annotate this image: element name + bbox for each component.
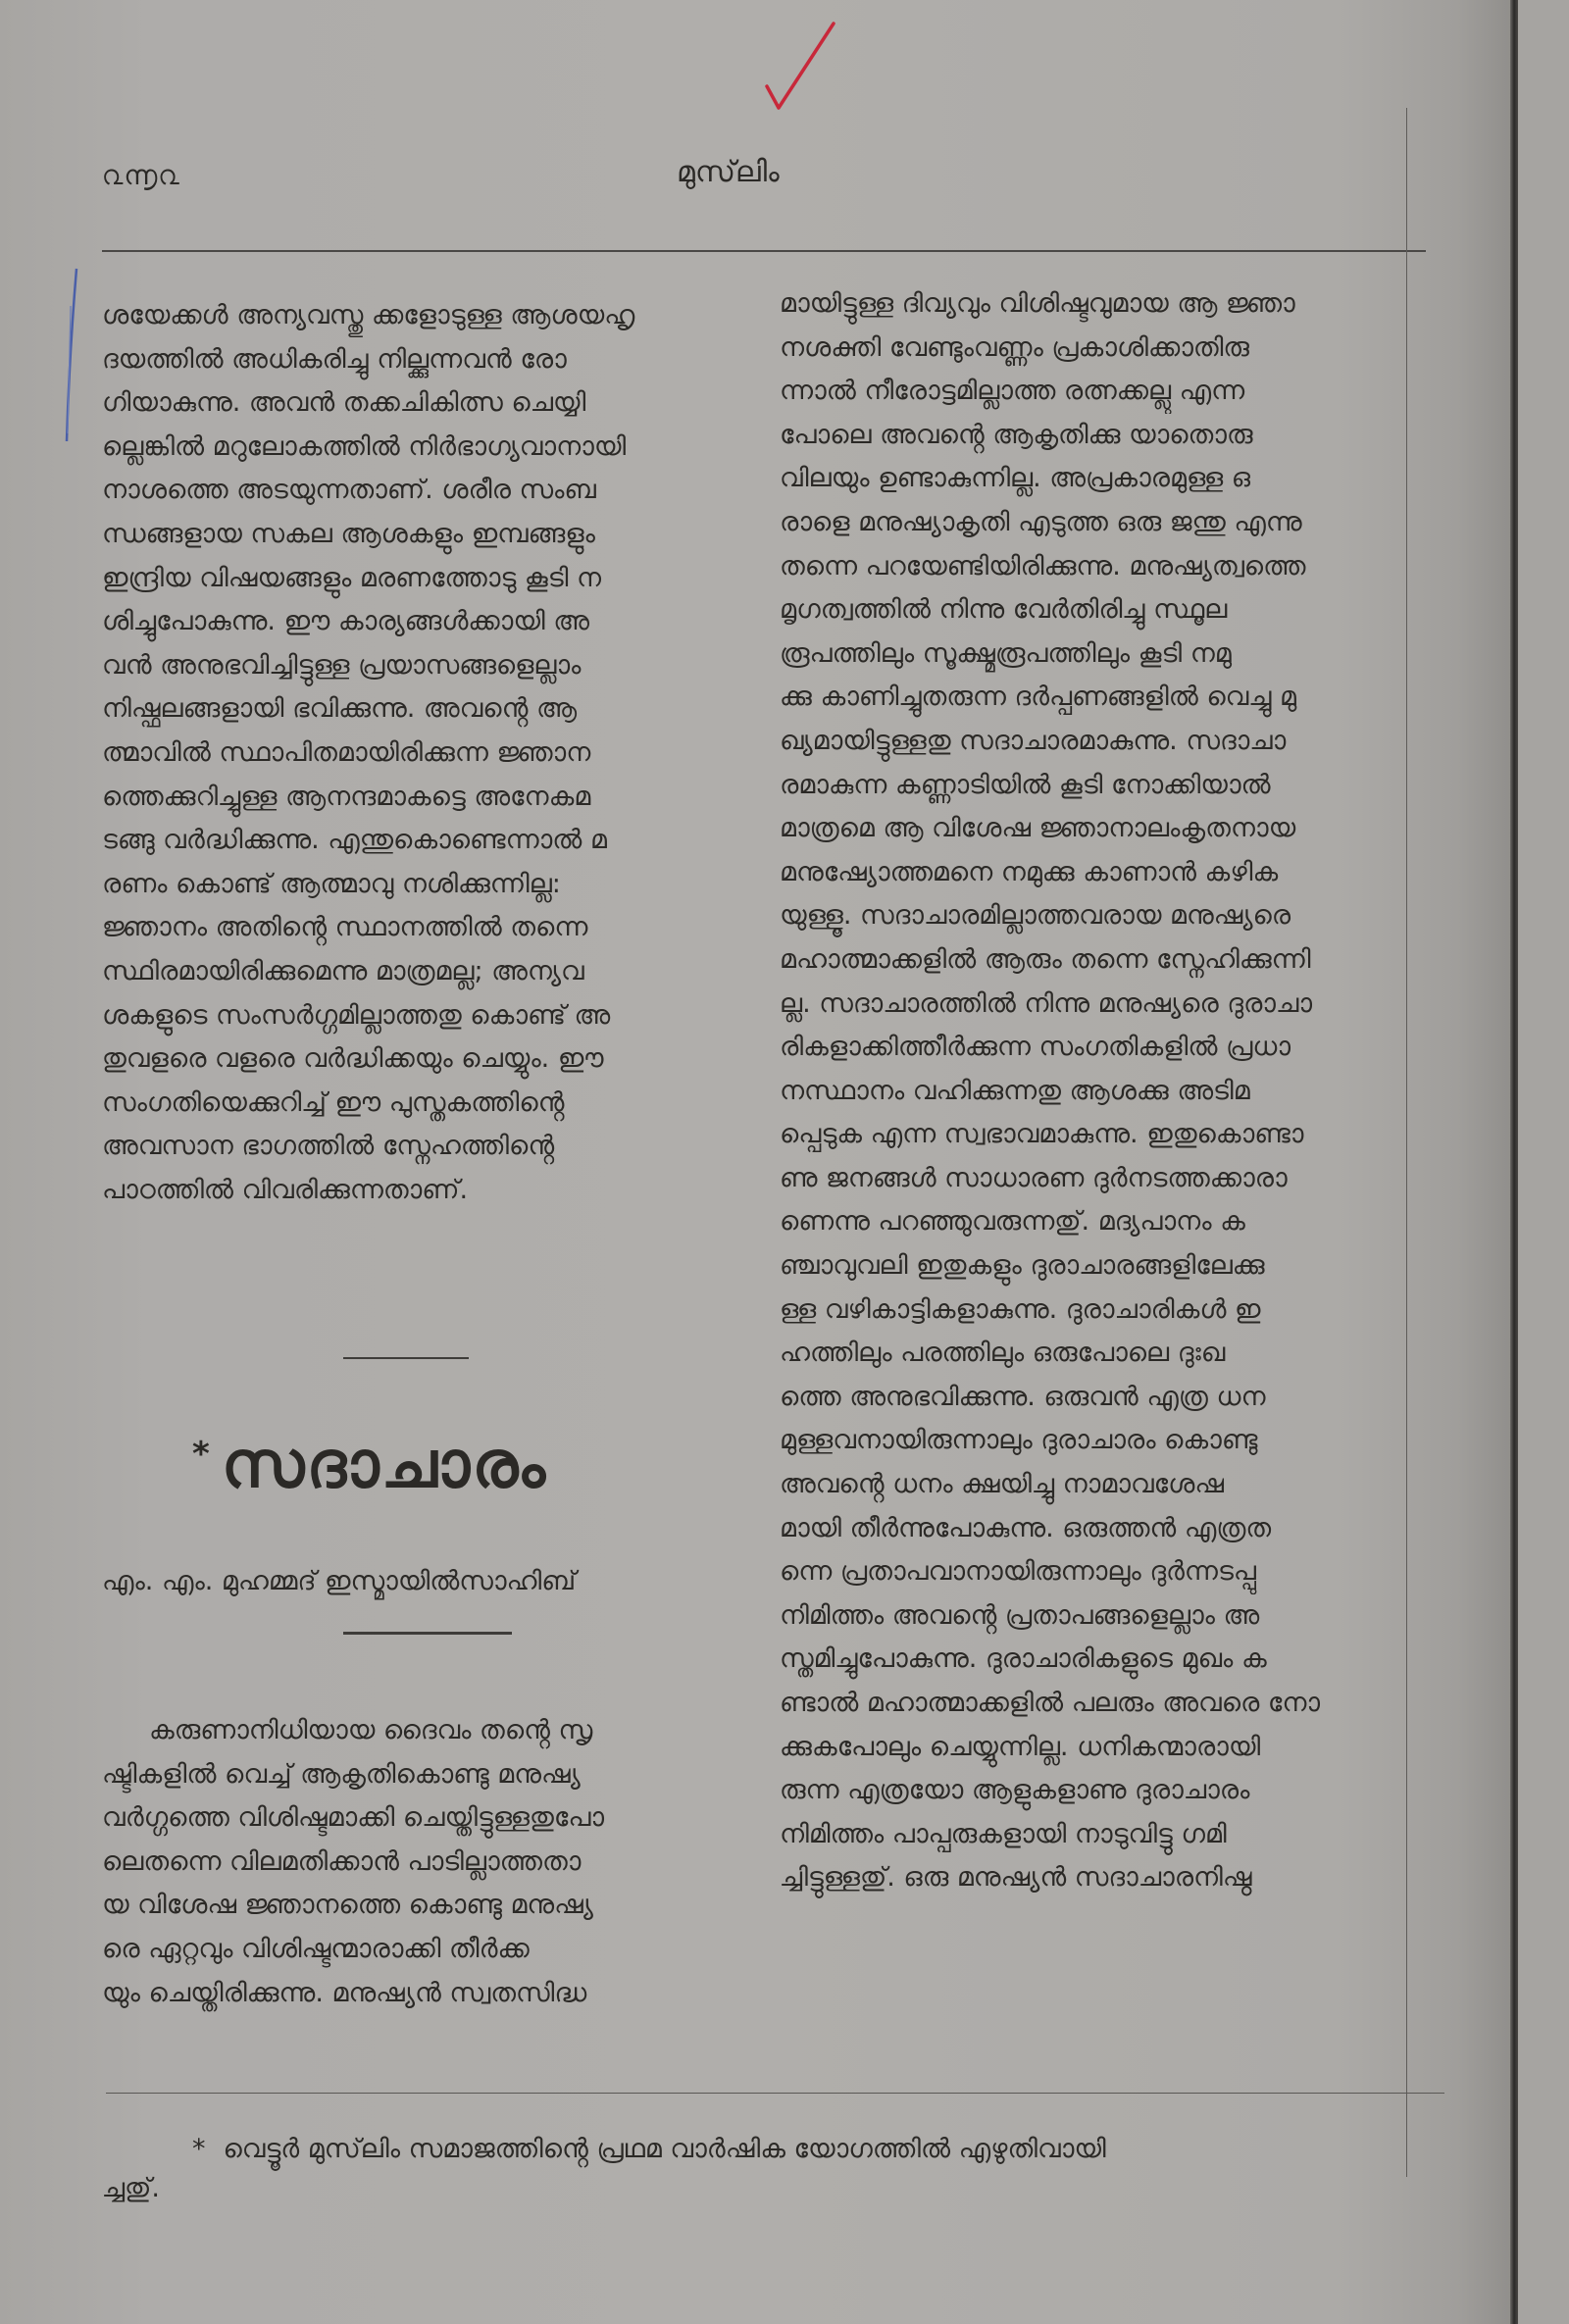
text-line: ഷ്ടികളിൽ വെച്ച് ആകൃതികൊണ്ടു മനുഷ്യ xyxy=(102,1758,581,1790)
text-line: മൃഗത്വത്തിൽ നിന്നു വേർതിരിച്ചു സ്ഥൂല xyxy=(780,594,1228,626)
text-line: സംഗതിയെക്കുറിച്ച് ഈ പുസ്തകത്തിൻ്റെ xyxy=(102,1086,565,1118)
text-line: മനുഷ്യോത്തമനെ നമുക്കു കാണാൻ കഴിക xyxy=(780,856,1279,887)
text-line: ണെന്നു പറഞ്ഞുവരുന്നതു്. മദ്യപാനം ക xyxy=(780,1206,1245,1238)
text-line: വിലയും ഉണ്ടാകുന്നില്ല. അപ്രകാരമുള്ള ഒ xyxy=(780,463,1251,494)
text-line: രണം കൊണ്ട് ആത്മാവു നശിക്കുന്നില്ല: xyxy=(102,868,561,899)
footnote-line-1 xyxy=(102,2130,1455,2169)
left-column-top xyxy=(102,294,749,1212)
text-line: രൂപത്തിലും സൂക്ഷ്മരൂപത്തിലും കൂടി നമു xyxy=(780,637,1232,669)
essay-title-text: സദാചാരം xyxy=(221,1427,547,1502)
text-line: ജ്ഞാനം അതിൻ്റെ സ്ഥാനത്തിൽ തന്നെ xyxy=(102,912,588,943)
text-line: മഹാത്മാക്കളിൽ ആരും തന്നെ സ്നേഹിക്കുന്നി xyxy=(780,943,1311,975)
text-line: ള്ള വഴികാട്ടികളാകുന്നു. ദുരാചാരികൾ ഇ xyxy=(780,1293,1261,1325)
author-divider xyxy=(343,1632,512,1635)
text-line: ലെതന്നെ വിലമതിക്കാൻ പാടില്ലാത്തതാ xyxy=(102,1845,582,1877)
adjacent-page-edge xyxy=(1518,0,1569,2324)
left-column-bottom xyxy=(102,1709,749,2015)
page-number: ൨൬൨ xyxy=(102,159,180,191)
footnote-text: വെട്ടൂർ മുസ്‌ലിം സമാജത്തിൻ്റെ പ്രഥമ വാർഷിക യോഗത്തിൽ എഴുതിവായി xyxy=(223,2134,1106,2164)
text-line: ണ്ടാൽ മഹാത്മാക്കളിൽ പലരും അവരെ നോ xyxy=(780,1688,1321,1718)
book-spine-edge xyxy=(1510,0,1518,2324)
text-line: നസ്ഥാനം വഹിക്കുന്നതു ആശക്കു അടിമ xyxy=(780,1075,1250,1106)
text-line: പോലെ അവൻ്റെ ആകൃതിക്കു യാതൊരു xyxy=(780,419,1253,450)
text-line: ത്മാവിൽ സ്ഥാപിതമായിരിക്കുന്ന ജ്ഞാന xyxy=(102,736,591,768)
text-line: ശകളുടെ സംസർഗ്ഗമില്ലാത്തതു കൊണ്ട് അ xyxy=(102,999,611,1031)
text-line: ത്തെക്കുറിച്ചുള്ള ആനന്ദമാകട്ടെ അനേകമ xyxy=(102,781,591,812)
author-byline: എം. എം. മുഹമ്മദ് ഇസ്മായിൽസാഹിബ് xyxy=(102,1566,577,1596)
text-line: ല്ല. സദാചാരത്തിൽ നിന്നു മനുഷ്യരെ ദുരാചാ xyxy=(780,987,1312,1019)
text-line: നിമിത്തം പാപ്പരുകളായി നാടുവിട്ടു ഗമി xyxy=(780,1818,1227,1849)
text-line: ണു ജനങ്ങൾ സാധാരണ ദുർനടത്തക്കാരാ xyxy=(780,1162,1288,1193)
text-line: ന്നാൽ നീരോട്ടമില്ലാത്ത രത്നക്കല്ലു എന്ന xyxy=(780,376,1245,407)
text-line: അവസാന ഭാഗത്തിൽ സ്നേഹത്തിൻ്റെ xyxy=(102,1131,555,1162)
text-line: ദയത്തിൽ അധികരിച്ചു നില്ക്കുന്നവൻ രോ xyxy=(102,343,567,375)
text-line: പാഠത്തിൽ വിവരിക്കുന്നതാണ്. xyxy=(102,1174,469,1205)
text-line: ത്തെ അനുഭവിക്കുന്നു. ഒരുവൻ എത്ര ധന xyxy=(780,1381,1266,1412)
text-line: നാശത്തെ അടയുന്നതാണ്. ശരീര സംബ xyxy=(102,475,596,506)
text-line: തുവളരെ വളരെ വർദ്ധിക്കയും ചെയ്യും. ഈ xyxy=(102,1043,604,1075)
text-line: മായിട്ടുള്ള ദിവ്യവും വിശിഷ്ടവുമായ ആ ജ്ഞാ xyxy=(780,288,1295,319)
text-line: യുള്ളൂ. സദാചാരമില്ലാത്തവരായ മനുഷ്യരെ xyxy=(780,900,1291,932)
running-title: മുസ്‌ലിം xyxy=(677,155,780,189)
right-column xyxy=(780,282,1427,1900)
text-line: തന്നെ പറയേണ്ടിയിരിക്കുന്നു. മനുഷ്യത്വത്തെ xyxy=(780,550,1306,581)
text-line: ഞ്ചാവുവലി ഇതുകളും ദുരാചാരങ്ങളിലേക്കു xyxy=(780,1250,1265,1282)
footnote-rule xyxy=(106,2093,1444,2094)
text-line: ക്കുകപോലും ചെയ്യുന്നില്ല. ധനികന്മാരായി xyxy=(780,1731,1261,1762)
text-line: യ വിശേഷ ജ്ഞാനത്തെ കൊണ്ടു മനുഷ്യ xyxy=(102,1890,593,1921)
text-line: രുന്ന എത്രയോ ആളുകളാണു ദുരാചാരം xyxy=(780,1775,1250,1806)
text-line: രാളെ മനുഷ്യാകൃതി എടുത്ത ഒരു ജന്തു എന്നു xyxy=(780,506,1302,537)
text-line: ടങ്ങു വർദ്ധിക്കുന്നു. എന്തുകൊണ്ടെന്നാൽ മ xyxy=(102,825,607,856)
footnote xyxy=(102,2130,1455,2208)
text-line: രികളാക്കിത്തീർക്കുന്ന സംഗതികളിൽ പ്രധാ xyxy=(780,1032,1291,1063)
text-line: നശക്തി വേണ്ടുംവണ്ണം പ്രകാശിക്കാതിരു xyxy=(780,331,1249,363)
text-line: അവൻ്റെ ധനം ക്ഷയിച്ചു നാമാവശേഷ xyxy=(780,1469,1224,1500)
text-line: ഖ്യമായിട്ടുള്ളതു സദാചാരമാകുന്നു. സദാചാ xyxy=(780,725,1287,756)
text-line: ന്ധങ്ങളായ സകല ആശകളും ഇമ്പങ്ങളും xyxy=(102,518,595,549)
text-line: മായി തീർന്നുപോകുന്നു. ഒരുത്തൻ എത്രത xyxy=(780,1512,1272,1543)
text-line: വർഗ്ഗത്തെ വിശിഷ്ടമാക്കി ചെയ്തിട്ടുള്ളതുപോ xyxy=(102,1802,605,1834)
margin-pen-mark-icon xyxy=(63,267,82,443)
text-line: സ്തമിച്ചുപോകുന്നു. ദുരാചാരികളുടെ മുഖം ക xyxy=(780,1643,1267,1675)
text-line: രെ ഏറ്റവും വിശിഷ്ടന്മാരാക്കി തീർക്ക xyxy=(102,1933,530,1964)
text-line: മുള്ളവനായിരുന്നാലും ദുരാചാരം കൊണ്ടു xyxy=(780,1425,1258,1456)
footnote-marker: * xyxy=(192,2134,206,2164)
text-line: നിഷ്ഫലങ്ങളായി ഭവിക്കുന്നു. അവൻ്റെ ആ xyxy=(102,693,578,725)
text-line: യും ചെയ്തിരിക്കുന്നു. മനുഷ്യൻ സ്വതസിദ്ധ xyxy=(102,1977,587,2008)
text-line: ന്നെ പ്രതാപവാനായിരുന്നാലും ദുർന്നടപ്പു xyxy=(780,1556,1256,1588)
text-line: ഹത്തിലും പരത്തിലും ഒരുപോലെ ദുഃഖ xyxy=(780,1338,1226,1369)
text-line: മാത്രമെ ആ വിശേഷ ജ്ഞാനാലംകൃതനായ xyxy=(780,813,1296,844)
text-line: ശിച്ചുപോകുന്നു. ഈ കാര്യങ്ങൾക്കായി അ xyxy=(102,606,590,637)
text-line: നിമിത്തം അവൻ്റെ പ്രതാപങ്ങളെല്ലാം അ xyxy=(780,1599,1260,1631)
text-line: ച്ചിട്ടുള്ളതു്. ഒരു മനുഷ്യൻ സദാചാരനിഷ്ഠ xyxy=(780,1862,1252,1894)
footnote-line-2: ച്ചതു്. xyxy=(102,2173,160,2203)
section-divider xyxy=(343,1357,469,1359)
text-line: പ്പെടുക എന്ന സ്വഭാവമാകുന്നു. ഇതുകൊണ്ടാ xyxy=(780,1119,1304,1150)
header-rule xyxy=(102,250,1426,252)
text-line: ഗിയാകുന്നു. അവൻ തക്കചികിത്സ ചെയ്യി xyxy=(102,387,586,419)
text-line: ഇന്ദ്രിയ വിഷയങ്ങളും മരണത്തോടു കൂടി ന xyxy=(102,562,602,593)
text-line: കരുണാനിധിയായ ദൈവം തൻ്റെ സൃ xyxy=(149,1715,593,1745)
red-check-mark-icon xyxy=(757,18,855,116)
essay-title xyxy=(192,1427,547,1504)
text-line: ശയേക്കൾ അന്യവസ്തു ക്കളോടുള്ള ആശയഹൃ xyxy=(102,300,635,330)
title-footnote-marker: * xyxy=(192,1435,212,1474)
text-line: വൻ അനുഭവിച്ചിട്ടുള്ള പ്രയാസങ്ങളെല്ലാം xyxy=(102,649,582,681)
text-line: ല്ലെങ്കിൽ മറുലോകത്തിൽ നിർഭാഗ്യവാനായി xyxy=(102,430,627,462)
text-line: സ്ഥിരമായിരിക്കുമെന്നു മാത്രമല്ല; അന്യവ xyxy=(102,955,584,986)
text-line: രമാകുന്ന കണ്ണാടിയിൽ കൂടി നോക്കിയാൽ xyxy=(780,769,1271,800)
text-line: ക്കു കാണിച്ചുതരുന്ന ദർപ്പണങ്ങളിൽ വെച്ചു മു xyxy=(780,682,1296,713)
